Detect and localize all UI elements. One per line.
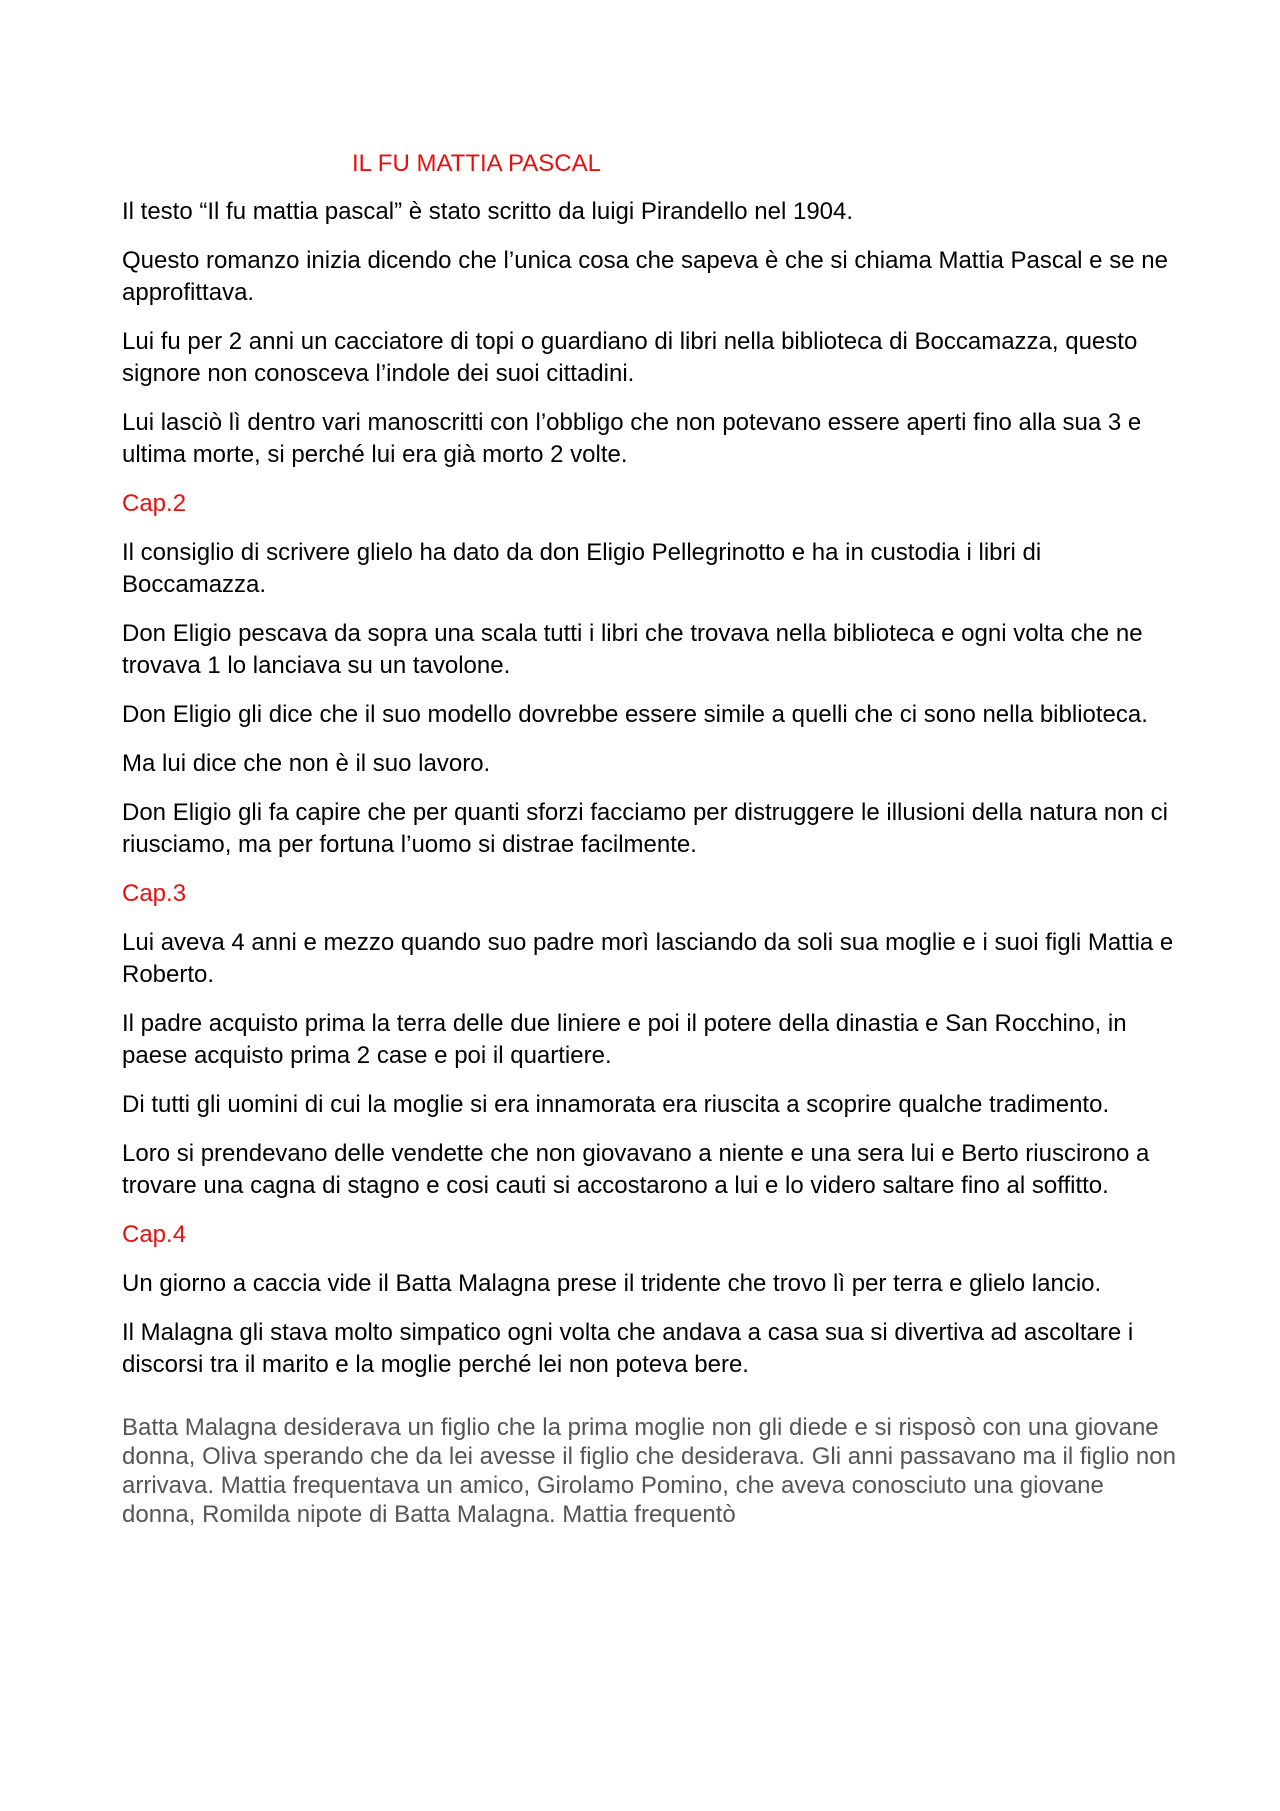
paragraph-14: Un giorno a caccia vide il Batta Malagna prese il tridente che trovo lì per terra e glielo lancio. xyxy=(122,1270,1102,1297)
document-page xyxy=(122,150,1177,1529)
paragraph-11: Il padre acquisto prima la terra delle due liniere e poi il potere della dinastia e San Rocchino, in paese acquisto prima 2 case e poi il quartiere. xyxy=(122,1010,1127,1069)
chapter-heading-4: Cap.4 xyxy=(122,1221,187,1248)
paragraph-8: Ma lui dice che non è il suo lavoro. xyxy=(122,750,491,777)
paragraph-16: Batta Malagna desiderava un figlio che la prima moglie non gli diede e si risposò con una giovane donna, Oliva sperando che da lei avesse il figlio che desiderava. Gli anni passavano ma il figlio non arrivava. Mattia frequentava un amico, Girolamo Pomino, che aveva conosciuto una giovane donna, Romilda nipote di Batta Malagna. Mattia frequentò xyxy=(122,1414,1176,1528)
paragraph-1: Il testo “Il fu mattia pascal” è stato scritto da luigi Pirandello nel 1904. xyxy=(122,198,854,225)
document-title: IL FU MATTIA PASCAL xyxy=(352,150,601,177)
paragraph-3: Lui fu per 2 anni un cacciatore di topi o guardiano di libri nella biblioteca di Boccamazza, questo signore non conosceva l’indole dei suoi cittadini. xyxy=(122,328,1138,387)
paragraph-13: Loro si prendevano delle vendette che non giovavano a niente e una sera lui e Berto riuscirono a trovare una cagna di stagno e cosi cauti si accostarono a lui e lo videro saltare fino al soffitto. xyxy=(122,1140,1150,1199)
paragraph-15: Il Malagna gli stava molto simpatico ogni volta che andava a casa sua si divertiva ad ascoltare i discorsi tra il marito e la moglie perché lei non poteva bere. xyxy=(122,1319,1134,1378)
paragraph-9: Don Eligio gli fa capire che per quanti sforzi facciamo per distruggere le illusioni della natura non ci riusciamo, ma per fortuna l’uomo si distrae facilmente. xyxy=(122,799,1168,858)
chapter-heading-2: Cap.2 xyxy=(122,490,187,517)
paragraph-2: Questo romanzo inizia dicendo che l’unica cosa che sapeva è che si chiama Mattia Pascal e se ne approfittava. xyxy=(122,247,1168,306)
paragraph-4: Lui lasciò lì dentro vari manoscritti con l’obbligo che non potevano essere aperti fino alla sua 3 e ultima morte, si perché lui era già morto 2 volte. xyxy=(122,409,1142,468)
paragraph-12: Di tutti gli uomini di cui la moglie si era innamorata era riuscita a scoprire qualche tradimento. xyxy=(122,1091,1110,1118)
paragraph-10: Lui aveva 4 anni e mezzo quando suo padre morì lasciando da soli sua moglie e i suoi figli Mattia e Roberto. xyxy=(122,929,1174,988)
chapter-heading-3: Cap.3 xyxy=(122,880,187,907)
paragraph-7: Don Eligio gli dice che il suo modello dovrebbe essere simile a quelli che ci sono nella biblioteca. xyxy=(122,701,1148,728)
paragraph-5: Il consiglio di scrivere glielo ha dato da don Eligio Pellegrinotto e ha in custodia i libri di Boccamazza. xyxy=(122,539,1042,598)
paragraph-6: Don Eligio pescava da sopra una scala tutti i libri che trovava nella biblioteca e ogni volta che ne trovava 1 lo lanciava su un tavolone. xyxy=(122,620,1143,679)
